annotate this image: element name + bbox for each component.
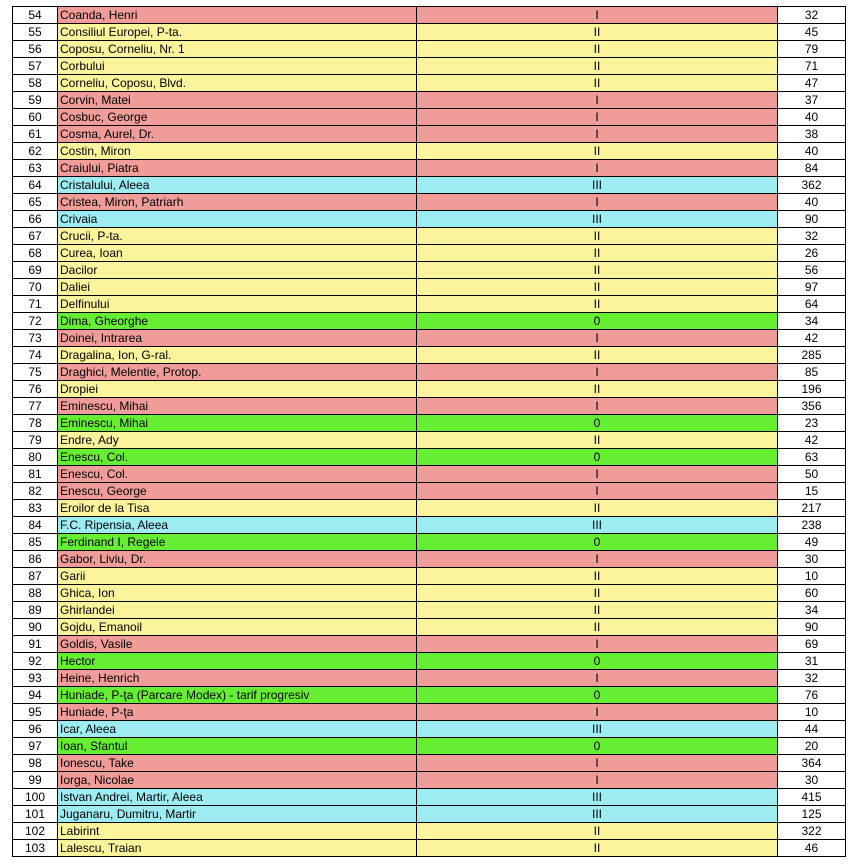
street-name-cell: Cristea, Miron, Patriarh — [58, 194, 417, 211]
table-row — [13, 245, 846, 262]
zone-cell: I — [417, 160, 778, 177]
parking-streets-table — [12, 6, 846, 857]
spaces-count-cell: 97 — [778, 279, 846, 296]
table-row — [13, 789, 846, 806]
table-row — [13, 670, 846, 687]
table-row — [13, 602, 846, 619]
spaces-count-cell: 285 — [778, 347, 846, 364]
spaces-count-cell: 217 — [778, 500, 846, 517]
table-row — [13, 415, 846, 432]
street-name-cell: Enescu, Col. — [58, 466, 417, 483]
table-row — [13, 58, 846, 75]
spaces-count-cell: 356 — [778, 398, 846, 415]
table-row — [13, 806, 846, 823]
street-name-cell: Labirint — [58, 823, 417, 840]
row-number-cell: 86 — [13, 551, 58, 568]
zone-cell: II — [417, 432, 778, 449]
row-number-cell: 77 — [13, 398, 58, 415]
row-number-cell: 54 — [13, 7, 58, 24]
zone-cell: I — [417, 704, 778, 721]
street-name-cell: Corneliu, Coposu, Blvd. — [58, 75, 417, 92]
zone-cell: II — [417, 143, 778, 160]
row-number-cell: 73 — [13, 330, 58, 347]
row-number-cell: 57 — [13, 58, 58, 75]
zone-cell: I — [417, 364, 778, 381]
spaces-count-cell: 42 — [778, 330, 846, 347]
zone-cell: II — [417, 279, 778, 296]
spaces-count-cell: 45 — [778, 24, 846, 41]
row-number-cell: 67 — [13, 228, 58, 245]
row-number-cell: 97 — [13, 738, 58, 755]
street-name-cell: Huniade, P-ţa (Parcare Modex) - tarif progresiv — [58, 687, 417, 704]
row-number-cell: 61 — [13, 126, 58, 143]
table-row — [13, 41, 846, 58]
table-row — [13, 126, 846, 143]
row-number-cell: 68 — [13, 245, 58, 262]
zone-cell: I — [417, 670, 778, 687]
spaces-count-cell: 56 — [778, 262, 846, 279]
street-name-cell: Draghici, Melentie, Protop. — [58, 364, 417, 381]
table-row — [13, 228, 846, 245]
row-number-cell: 94 — [13, 687, 58, 704]
table-row — [13, 585, 846, 602]
table-row — [13, 194, 846, 211]
zone-cell: III — [417, 789, 778, 806]
spaces-count-cell: 15 — [778, 483, 846, 500]
table-row — [13, 755, 846, 772]
table-row — [13, 840, 846, 857]
street-name-cell: Consiliul Europei, P-ta. — [58, 24, 417, 41]
street-name-cell: Coanda, Henri — [58, 7, 417, 24]
zone-cell: 0 — [417, 653, 778, 670]
table-row — [13, 466, 846, 483]
row-number-cell: 70 — [13, 279, 58, 296]
zone-cell: 0 — [417, 687, 778, 704]
spaces-count-cell: 20 — [778, 738, 846, 755]
row-number-cell: 76 — [13, 381, 58, 398]
street-name-cell: Costin, Miron — [58, 143, 417, 160]
zone-cell: II — [417, 347, 778, 364]
street-name-cell: Eminescu, Mihai — [58, 398, 417, 415]
row-number-cell: 62 — [13, 143, 58, 160]
zone-cell: 0 — [417, 415, 778, 432]
zone-cell: II — [417, 24, 778, 41]
street-name-cell: Corvin, Matei — [58, 92, 417, 109]
row-number-cell: 83 — [13, 500, 58, 517]
row-number-cell: 82 — [13, 483, 58, 500]
street-name-cell: Doinei, Intrarea — [58, 330, 417, 347]
street-name-cell: Heine, Henrich — [58, 670, 417, 687]
spaces-count-cell: 37 — [778, 92, 846, 109]
table-row — [13, 483, 846, 500]
zone-cell: II — [417, 602, 778, 619]
street-name-cell: Eroilor de la Tisa — [58, 500, 417, 517]
zone-cell: III — [417, 721, 778, 738]
zone-cell: 0 — [417, 313, 778, 330]
spaces-count-cell: 30 — [778, 772, 846, 789]
street-name-cell: Garii — [58, 568, 417, 585]
row-number-cell: 75 — [13, 364, 58, 381]
row-number-cell: 56 — [13, 41, 58, 58]
spaces-count-cell: 60 — [778, 585, 846, 602]
zone-cell: I — [417, 483, 778, 500]
row-number-cell: 84 — [13, 517, 58, 534]
spaces-count-cell: 415 — [778, 789, 846, 806]
table-row — [13, 364, 846, 381]
zone-cell: 0 — [417, 738, 778, 755]
spaces-count-cell: 238 — [778, 517, 846, 534]
zone-cell: II — [417, 823, 778, 840]
street-name-cell: Hector — [58, 653, 417, 670]
street-name-cell: Goldis, Vasile — [58, 636, 417, 653]
row-number-cell: 85 — [13, 534, 58, 551]
row-number-cell: 72 — [13, 313, 58, 330]
row-number-cell: 93 — [13, 670, 58, 687]
zone-cell: 0 — [417, 534, 778, 551]
row-number-cell: 58 — [13, 75, 58, 92]
spaces-count-cell: 364 — [778, 755, 846, 772]
row-number-cell: 66 — [13, 211, 58, 228]
street-name-cell: Dacilor — [58, 262, 417, 279]
spaces-count-cell: 79 — [778, 41, 846, 58]
zone-cell: I — [417, 551, 778, 568]
table-row — [13, 143, 846, 160]
table-row — [13, 653, 846, 670]
row-number-cell: 63 — [13, 160, 58, 177]
street-name-cell: Gojdu, Emanoil — [58, 619, 417, 636]
spaces-count-cell: 34 — [778, 602, 846, 619]
spaces-count-cell: 42 — [778, 432, 846, 449]
spaces-count-cell: 26 — [778, 245, 846, 262]
spaces-count-cell: 63 — [778, 449, 846, 466]
zone-cell: II — [417, 500, 778, 517]
table-row — [13, 534, 846, 551]
street-name-cell: Ionescu, Take — [58, 755, 417, 772]
street-name-cell: Istvan Andrei, Martir, Aleea — [58, 789, 417, 806]
zone-cell: I — [417, 109, 778, 126]
zone-cell: II — [417, 41, 778, 58]
street-name-cell: Huniade, P-ţa — [58, 704, 417, 721]
zone-cell: I — [417, 194, 778, 211]
table-row — [13, 721, 846, 738]
street-name-cell: Cristalului, Aleea — [58, 177, 417, 194]
table-row — [13, 7, 846, 24]
street-name-cell: Endre, Ady — [58, 432, 417, 449]
row-number-cell: 55 — [13, 24, 58, 41]
row-number-cell: 81 — [13, 466, 58, 483]
spaces-count-cell: 50 — [778, 466, 846, 483]
spaces-count-cell: 84 — [778, 160, 846, 177]
zone-cell: II — [417, 381, 778, 398]
table-row — [13, 279, 846, 296]
table-body — [13, 7, 846, 857]
spaces-count-cell: 69 — [778, 636, 846, 653]
row-number-cell: 98 — [13, 755, 58, 772]
street-name-cell: Enescu, Col. — [58, 449, 417, 466]
table-row — [13, 347, 846, 364]
spaces-count-cell: 32 — [778, 670, 846, 687]
street-name-cell: F.C. Ripensia, Aleea — [58, 517, 417, 534]
zone-cell: I — [417, 126, 778, 143]
street-name-cell: Ghica, Ion — [58, 585, 417, 602]
street-name-cell: Ghirlandei — [58, 602, 417, 619]
spaces-count-cell: 34 — [778, 313, 846, 330]
spaces-count-cell: 196 — [778, 381, 846, 398]
row-number-cell: 80 — [13, 449, 58, 466]
spaces-count-cell: 49 — [778, 534, 846, 551]
zone-cell: I — [417, 636, 778, 653]
zone-cell: I — [417, 398, 778, 415]
table-row — [13, 177, 846, 194]
table-row — [13, 823, 846, 840]
spaces-count-cell: 125 — [778, 806, 846, 823]
table-row — [13, 160, 846, 177]
row-number-cell: 90 — [13, 619, 58, 636]
zone-cell: I — [417, 466, 778, 483]
street-name-cell: Cosbuc, George — [58, 109, 417, 126]
zone-cell: II — [417, 228, 778, 245]
table-row — [13, 330, 846, 347]
street-name-cell: Curea, Ioan — [58, 245, 417, 262]
row-number-cell: 60 — [13, 109, 58, 126]
street-name-cell: Icar, Aleea — [58, 721, 417, 738]
zone-cell: II — [417, 568, 778, 585]
row-number-cell: 79 — [13, 432, 58, 449]
street-name-cell: Crucii, P-ta. — [58, 228, 417, 245]
table-row — [13, 398, 846, 415]
zone-cell: II — [417, 840, 778, 857]
street-name-cell: Corbului — [58, 58, 417, 75]
street-name-cell: Juganaru, Dumitru, Martir — [58, 806, 417, 823]
zone-cell: III — [417, 211, 778, 228]
table-row — [13, 381, 846, 398]
spaces-count-cell: 362 — [778, 177, 846, 194]
zone-cell: II — [417, 245, 778, 262]
street-name-cell: Eminescu, Mihai — [58, 415, 417, 432]
row-number-cell: 96 — [13, 721, 58, 738]
zone-cell: III — [417, 517, 778, 534]
street-name-cell: Gabor, Liviu, Dr. — [58, 551, 417, 568]
spaces-count-cell: 40 — [778, 143, 846, 160]
street-name-cell: Dima, Gheorghe — [58, 313, 417, 330]
street-name-cell: Dropiei — [58, 381, 417, 398]
street-name-cell: Ferdinand I, Regele — [58, 534, 417, 551]
row-number-cell: 101 — [13, 806, 58, 823]
row-number-cell: 65 — [13, 194, 58, 211]
table-row — [13, 772, 846, 789]
row-number-cell: 87 — [13, 568, 58, 585]
table-row — [13, 92, 846, 109]
table-row — [13, 687, 846, 704]
table-row — [13, 313, 846, 330]
spaces-count-cell: 10 — [778, 568, 846, 585]
street-name-cell: Enescu, George — [58, 483, 417, 500]
street-name-cell: Iorga, Nicolae — [58, 772, 417, 789]
spaces-count-cell: 44 — [778, 721, 846, 738]
spaces-count-cell: 40 — [778, 194, 846, 211]
table-row — [13, 738, 846, 755]
row-number-cell: 71 — [13, 296, 58, 313]
zone-cell: III — [417, 177, 778, 194]
zone-cell: I — [417, 7, 778, 24]
zone-cell: II — [417, 585, 778, 602]
table-row — [13, 211, 846, 228]
spaces-count-cell: 32 — [778, 228, 846, 245]
table-row — [13, 568, 846, 585]
zone-cell: II — [417, 58, 778, 75]
table-row — [13, 75, 846, 92]
row-number-cell: 89 — [13, 602, 58, 619]
zone-cell: II — [417, 75, 778, 92]
street-name-cell: Ioan, Sfantul — [58, 738, 417, 755]
table-row — [13, 500, 846, 517]
spaces-count-cell: 85 — [778, 364, 846, 381]
table-row — [13, 517, 846, 534]
street-name-cell: Craiului, Piatra — [58, 160, 417, 177]
street-name-cell: Coposu, Corneliu, Nr. 1 — [58, 41, 417, 58]
street-name-cell: Dragalina, Ion, G-ral. — [58, 347, 417, 364]
table-row — [13, 449, 846, 466]
street-name-cell: Cosma, Aurel, Dr. — [58, 126, 417, 143]
street-name-cell: Crivaia — [58, 211, 417, 228]
table-row — [13, 24, 846, 41]
row-number-cell: 92 — [13, 653, 58, 670]
table-row — [13, 704, 846, 721]
street-name-cell: Daliei — [58, 279, 417, 296]
spaces-count-cell: 40 — [778, 109, 846, 126]
zone-cell: I — [417, 330, 778, 347]
row-number-cell: 91 — [13, 636, 58, 653]
spaces-count-cell: 322 — [778, 823, 846, 840]
zone-cell: II — [417, 619, 778, 636]
street-name-cell: Delfinului — [58, 296, 417, 313]
spaces-count-cell: 10 — [778, 704, 846, 721]
zone-cell: I — [417, 92, 778, 109]
spaces-count-cell: 76 — [778, 687, 846, 704]
row-number-cell: 74 — [13, 347, 58, 364]
spaces-count-cell: 46 — [778, 840, 846, 857]
table-row — [13, 551, 846, 568]
row-number-cell: 78 — [13, 415, 58, 432]
spaces-count-cell: 90 — [778, 211, 846, 228]
table-row — [13, 432, 846, 449]
row-number-cell: 64 — [13, 177, 58, 194]
row-number-cell: 95 — [13, 704, 58, 721]
table-row — [13, 296, 846, 313]
spaces-count-cell: 30 — [778, 551, 846, 568]
table-row — [13, 619, 846, 636]
spaces-count-cell: 31 — [778, 653, 846, 670]
zone-cell: I — [417, 772, 778, 789]
table-row — [13, 109, 846, 126]
row-number-cell: 100 — [13, 789, 58, 806]
spaces-count-cell: 23 — [778, 415, 846, 432]
zone-cell: I — [417, 755, 778, 772]
zone-cell: II — [417, 296, 778, 313]
spaces-count-cell: 71 — [778, 58, 846, 75]
table-row — [13, 262, 846, 279]
row-number-cell: 69 — [13, 262, 58, 279]
spaces-count-cell: 64 — [778, 296, 846, 313]
spaces-count-cell: 90 — [778, 619, 846, 636]
street-name-cell: Lalescu, Traian — [58, 840, 417, 857]
row-number-cell: 103 — [13, 840, 58, 857]
row-number-cell: 99 — [13, 772, 58, 789]
zone-cell: III — [417, 806, 778, 823]
spaces-count-cell: 47 — [778, 75, 846, 92]
table-row — [13, 636, 846, 653]
spaces-count-cell: 38 — [778, 126, 846, 143]
zone-cell: 0 — [417, 449, 778, 466]
row-number-cell: 102 — [13, 823, 58, 840]
row-number-cell: 88 — [13, 585, 58, 602]
zone-cell: II — [417, 262, 778, 279]
spaces-count-cell: 32 — [778, 7, 846, 24]
row-number-cell: 59 — [13, 92, 58, 109]
